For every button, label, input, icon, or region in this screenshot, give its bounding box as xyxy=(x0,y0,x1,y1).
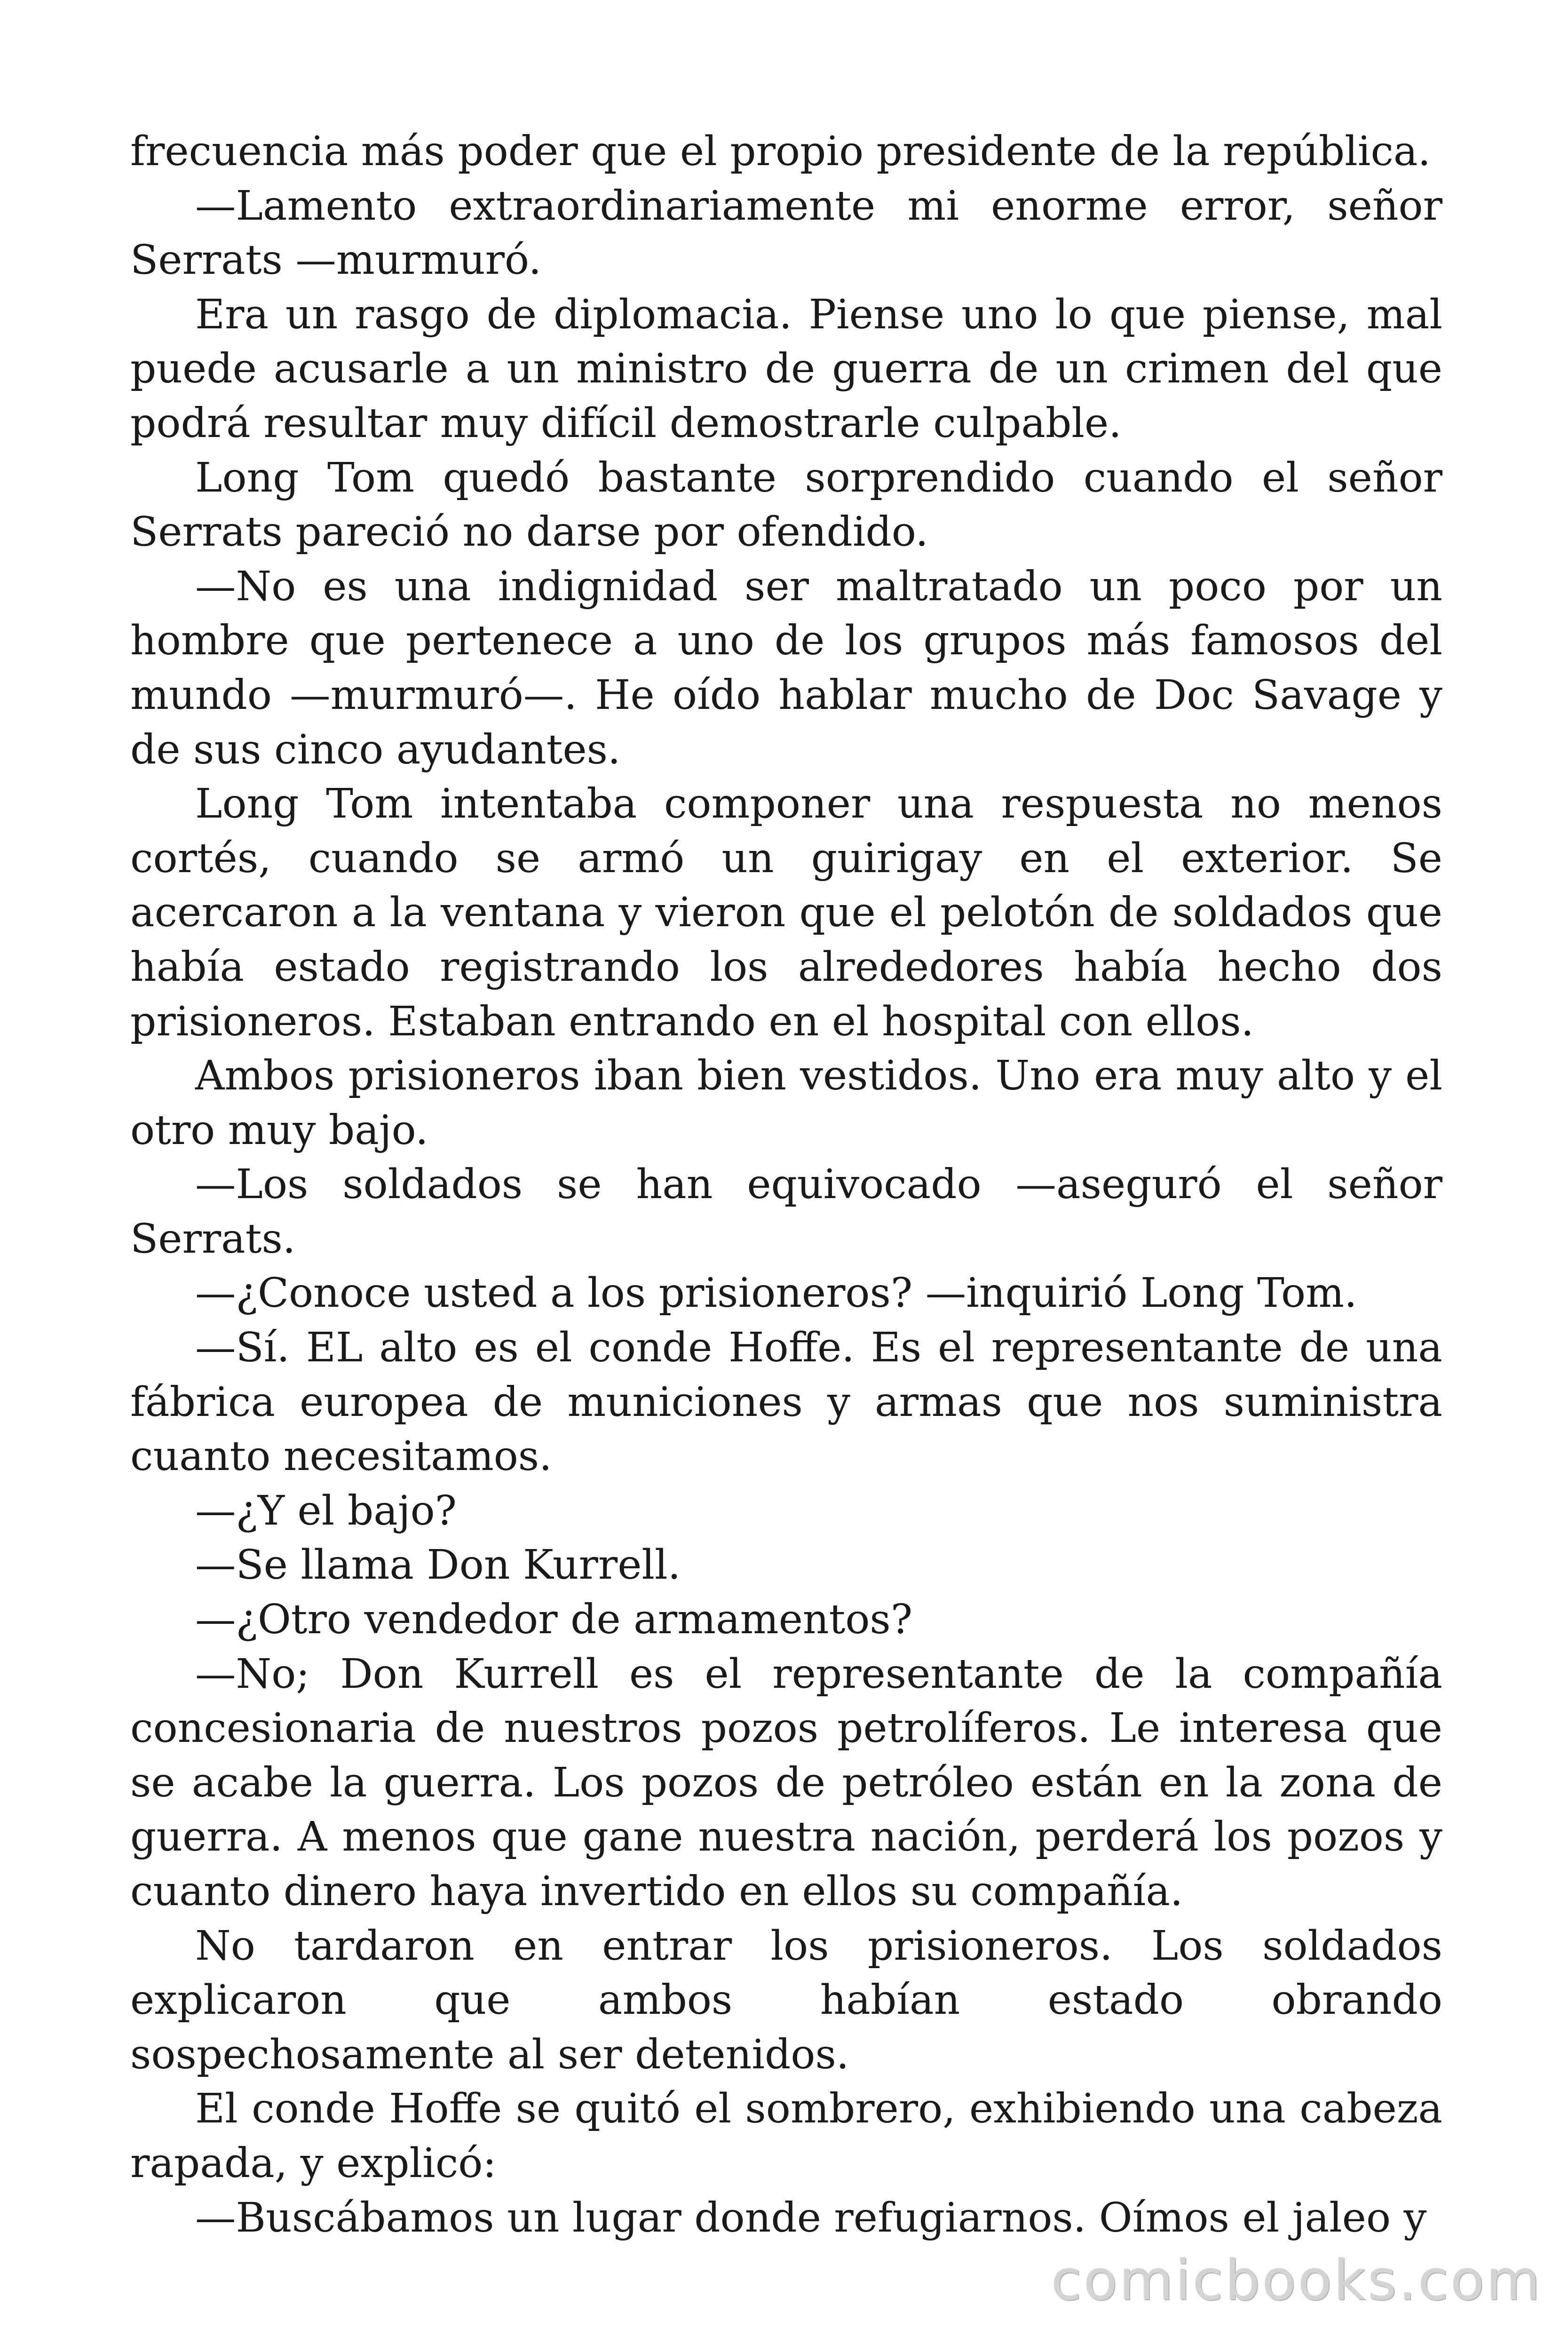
paragraph-14: —No; Don Kurrell es el representante de la compañía concesionaria de nuestros pozos petrolíferos. Le interesa que se acabe la guerra. Los pozos de petróleo están en la zona de guerra. A menos que gane nuestra nación, perderá los pozos y cuanto dinero haya invertido en ellos su compañía. xyxy=(130,1650,1442,1915)
page-body-text xyxy=(130,125,1442,2245)
paragraph-5: —No es una indignidad ser maltratado un poco por un hombre que pertenece a uno de los grupos más famosos del mundo —murmuró—. He oído hablar mucho de Doc Savage y de sus cinco ayudantes. xyxy=(130,563,1442,773)
paragraph-1: frecuencia más poder que el propio presidente de la república. xyxy=(130,128,1431,175)
paragraph-13: —¿Otro vendedor de armamentos? xyxy=(195,1596,913,1644)
paragraph-12: —Se llama Don Kurrell. xyxy=(195,1542,681,1589)
paragraph-11: —¿Y el bajo? xyxy=(195,1487,457,1534)
paragraph-7: Ambos prisioneros iban bien vestidos. Uno era muy alto y el otro muy bajo. xyxy=(130,1052,1442,1154)
paragraph-6: Long Tom intentaba componer una respuesta no menos cortés, cuando se armó un guirigay en el exterior. Se acercaron a la ventana y vieron que el pelotón de soldados que había estado registrando los alrededores había hecho dos prisioneros. Estaban entrando en el hospital con ellos. xyxy=(130,780,1442,1045)
paragraph-4: Long Tom quedó bastante sorprendido cuando el señor Serrats pareció no darse por ofendido. xyxy=(130,454,1442,556)
paragraph-10: —Sí. EL alto es el conde Hoffe. Es el representante de una fábrica europea de municiones y armas que nos suministra cuanto necesitamos. xyxy=(130,1324,1442,1480)
paragraph-8: —Los soldados se han equivocado —aseguró el señor Serrats. xyxy=(130,1161,1442,1263)
paragraph-16: El conde Hoffe se quitó el sombrero, exhibiendo una cabeza rapada, y explicó: xyxy=(130,2085,1442,2187)
paragraph-3: Era un rasgo de diplomacia. Piense uno lo que piense, mal puede acusarle a un ministro de guerra de un crimen del que podrá resultar muy difícil demostrarle culpable. xyxy=(130,291,1442,447)
paragraph-9: —¿Conoce usted a los prisioneros? —inquirió Long Tom. xyxy=(195,1270,1357,1317)
paragraph-17: —Buscábamos un lugar donde refugiarnos. Oímos el jaleo y xyxy=(195,2194,1427,2241)
paragraph-2: —Lamento extraordinariamente mi enorme error, señor Serrats —murmuró. xyxy=(130,182,1442,284)
paragraph-15: No tardaron en entrar los prisioneros. Los soldados explicaron que ambos habían estado obrando sospechosamente al ser detenidos. xyxy=(130,1922,1442,2078)
watermark: comicbooks.com xyxy=(1051,2248,1542,2312)
